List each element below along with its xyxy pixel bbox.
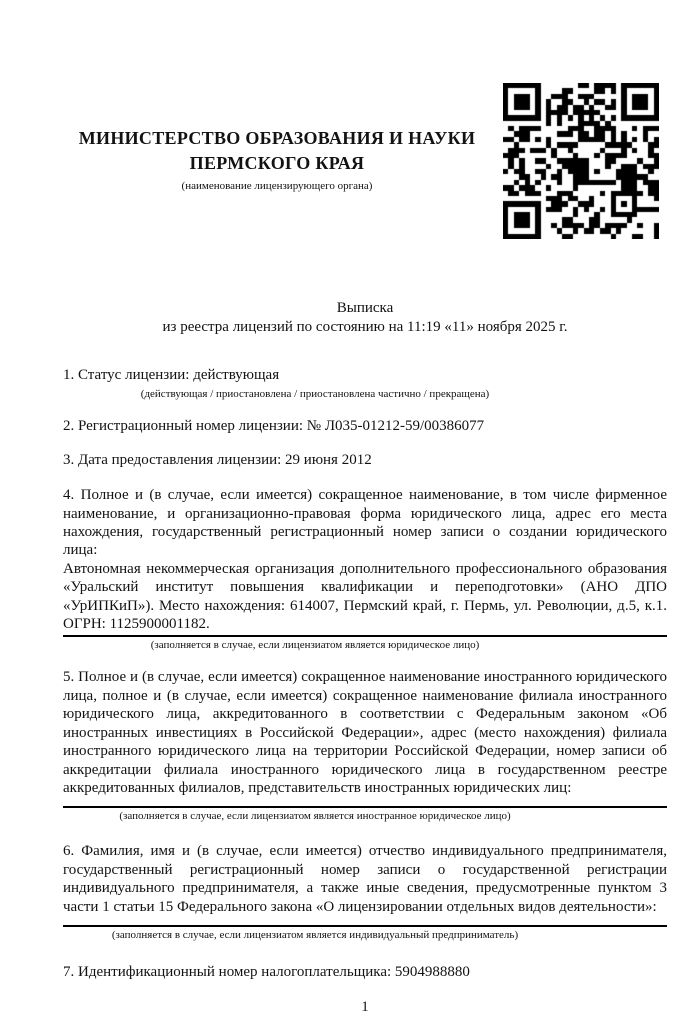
foreign-entity-caption: (заполняется в случае, если лицензиатом является иностранное юридическое лицо) — [119, 810, 511, 823]
license-status-line: 1. Статус лицензии: действующая — [63, 367, 280, 383]
extract-date-line: из реестра лицензий по состоянию на 11:19 «11» ноября 2025 г. — [162, 318, 568, 335]
licensing-authority-header — [63, 126, 491, 193]
qr-code-image — [503, 83, 659, 239]
legal-entity-fill-line — [63, 635, 667, 637]
legal-entity-caption: (заполняется в случае, если лицензиатом является юридическое лицо) — [150, 639, 480, 652]
licensing-authority-caption: (наименование лицензирующего органа) — [181, 180, 373, 192]
foreign-entity-clause: 5. Полное и (в случае, если имеется) сокращенное наименование иностранного юридического лица, полное и (в случае, если имеется) сокращенное наименование филиала иностранного юридического лица, аккредитованного в соответствии с Федеральным законом «Об иностранных инвестициях в Российской Федерации», адрес (место нахождения) филиала иностранного юридического лица на территории Российской Федерации, номер записи об аккредитации филиала иностранного юридического лица в государственном реестре аккредитованных филиалов, представительств иностранных юридических лиц: — [63, 669, 667, 796]
entrepreneur-caption: (заполняется в случае, если лицензиатом является индивидуальный предприниматель) — [111, 928, 519, 941]
extract-title-line: Выписка — [336, 300, 394, 316]
entrepreneur-fill-line — [63, 925, 667, 927]
page-number: 1 — [361, 999, 369, 1016]
legal-entity-clause: 4. Полное и (в случае, если имеется) сокращенное наименование, в том числе фирменное наименование, и организационно-правовая форма юридического лица, адрес его места нахождения, государственный регистрационный номер записи о создании юридического лица: — [63, 487, 667, 559]
foreign-entity-fill-line — [63, 806, 667, 808]
legal-entity-value: Автономная некоммерческая организация дополнительного профессионального образования «Уральский институт повышения квалификации и переподготовки» (АНО ДПО «УрИПКиП»). Место нахождения: 614007, Пермский край, г. Пермь, ул. Революции, д.5, к.1. ОГРН: 1125900001182. — [63, 560, 667, 633]
ministry-name-line1: МИНИСТЕРСТВО ОБРАЗОВАНИЯ И НАУКИ — [78, 128, 476, 148]
license-reg-number-line: 2. Регистрационный номер лицензии: № Л035-01212-59/00386077 — [63, 418, 485, 435]
document-body — [63, 366, 667, 1017]
license-grant-date-line: 3. Дата предоставления лицензии: 29 июня 2012 — [63, 451, 372, 468]
status-options-caption: (действующая / приостановлена / приостановлена частично / прекращена) — [140, 388, 490, 401]
taxpayer-inn-line: 7. Идентификационный номер налогоплательщика: 5904988880 — [63, 963, 470, 980]
document-title — [63, 299, 667, 336]
ministry-name-line2: ПЕРМСКОГО КРАЯ — [189, 153, 365, 173]
entrepreneur-clause: 6. Фамилия, имя и (в случае, если имеется) отчество индивидуального предпринимателя, государственный регистрационный номер записи о государственной регистрации индивидуального предпринимателя, а также иные сведения, предусмотренные пунктом 3 части 1 статьи 15 Федерального закона «О лицензировании отдельных видов деятельности»: — [63, 843, 667, 915]
